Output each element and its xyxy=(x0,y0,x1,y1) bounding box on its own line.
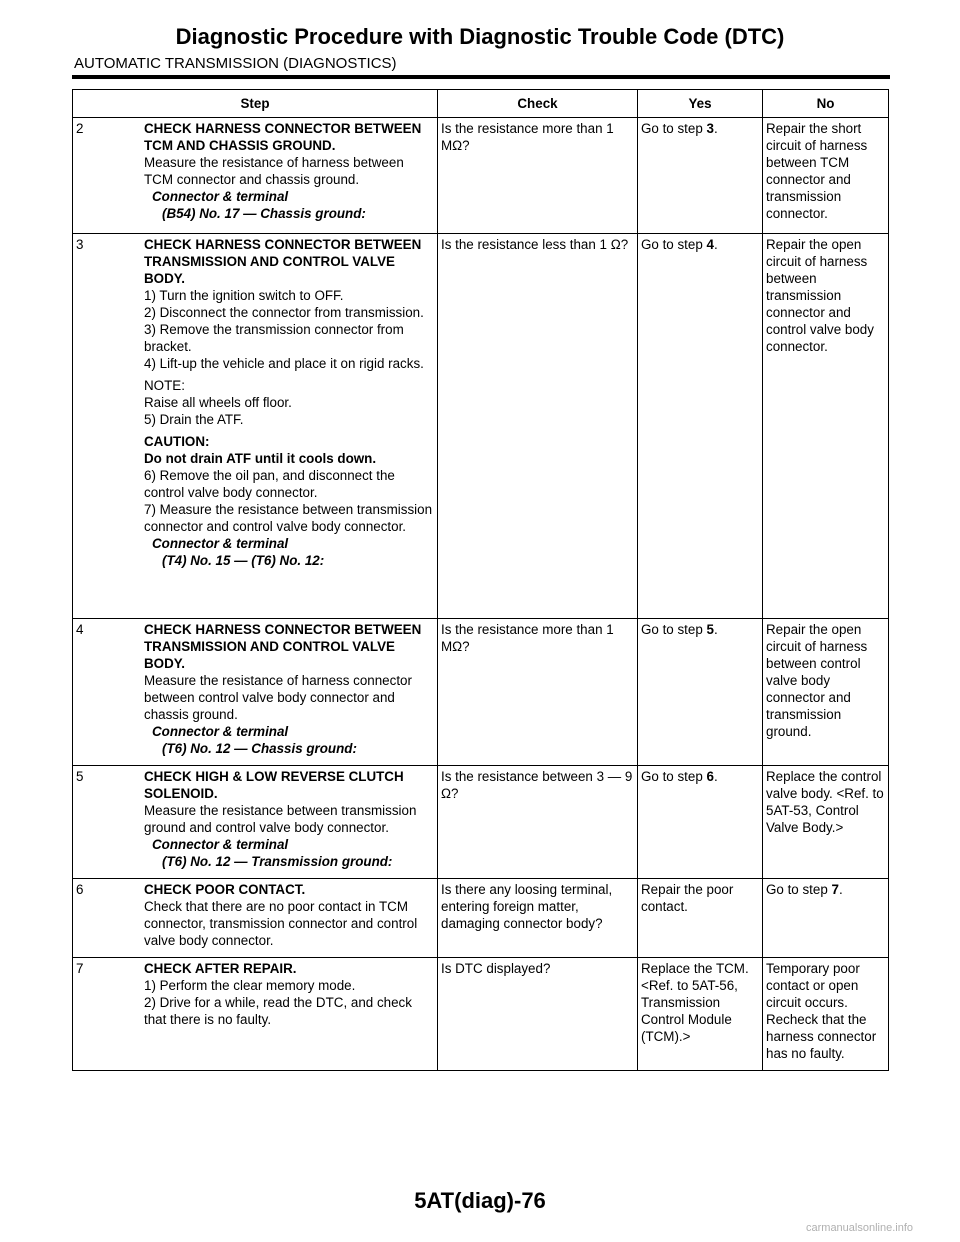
step-instruction: 2) Disconnect the connector from transmission. xyxy=(144,305,424,320)
connector-terminal-value: (T4) No. 15 — (T6) No. 12: xyxy=(162,553,325,568)
caution-label: CAUTION: xyxy=(144,434,210,449)
table-row xyxy=(73,766,889,879)
table-row xyxy=(73,234,889,619)
no-cell xyxy=(763,879,889,958)
yes-text: Go to step xyxy=(641,769,707,784)
note-text: Raise all wheels off floor. xyxy=(144,395,292,410)
step-cell xyxy=(73,958,438,1071)
step-instruction: Check that there are no poor contact in TCM connector, transmission connector and control valve body connector. xyxy=(144,899,418,948)
connector-terminal-label: Connector & terminal xyxy=(152,724,289,739)
step-instruction: 4) Lift-up the vehicle and place it on rigid racks. xyxy=(144,356,424,371)
connector-terminal-value: (T6) No. 12 — Chassis ground: xyxy=(162,741,357,756)
yes-step-ref: 5 xyxy=(706,622,714,637)
no-step-ref: 7 xyxy=(831,882,839,897)
title-rule xyxy=(72,75,890,79)
header-yes: Yes xyxy=(638,90,763,118)
connector-terminal-value: (B54) No. 17 — Chassis ground: xyxy=(162,206,366,221)
step-cell xyxy=(73,766,438,879)
no-text: Go to step xyxy=(766,882,832,897)
table-row xyxy=(73,879,889,958)
step-number: 5 xyxy=(76,769,84,784)
yes-text-end: . xyxy=(713,237,718,252)
yes-text-end: . xyxy=(713,769,718,784)
connector-terminal-label: Connector & terminal xyxy=(152,536,289,551)
caution-text: Do not drain ATF until it cools down. xyxy=(144,451,377,466)
step-cell xyxy=(73,619,438,766)
table-row xyxy=(73,619,889,766)
section-subtitle: AUTOMATIC TRANSMISSION (DIAGNOSTICS) xyxy=(74,55,397,72)
step-instruction: Measure the resistance of harness between TCM connector and chassis ground. xyxy=(144,155,404,187)
step-number: 2 xyxy=(76,121,84,136)
check-cell: Is the resistance less than 1 Ω? xyxy=(438,234,638,619)
step-instruction: 5) Drain the ATF. xyxy=(144,412,244,427)
yes-step-ref: 4 xyxy=(706,237,714,252)
no-cell: Repair the open circuit of harness between control valve body connector and transmission ground. xyxy=(763,619,889,766)
step-instruction: Measure the resistance between transmission ground and control valve body connector. xyxy=(144,803,417,835)
no-text-end: . xyxy=(838,882,843,897)
no-cell: Repair the open circuit of harness between transmission connector and control valve body connector. xyxy=(763,234,889,619)
yes-step-ref: 3 xyxy=(706,121,714,136)
step-number: 4 xyxy=(76,622,84,637)
no-cell: Temporary poor contact or open circuit occurs. Recheck that the harness connector has no faulty. xyxy=(763,958,889,1071)
yes-cell xyxy=(638,766,763,879)
step-instruction: 1) Perform the clear memory mode. xyxy=(144,978,356,993)
yes-cell xyxy=(638,118,763,234)
header-check: Check xyxy=(438,90,638,118)
step-instruction: 7) Measure the resistance between transmission connector and control valve body connector. xyxy=(144,502,433,534)
no-cell: Replace the control valve body. <Ref. to 5AT-53, Control Valve Body.> xyxy=(763,766,889,879)
check-cell: Is the resistance between 3 — 9 Ω? xyxy=(438,766,638,879)
step-number: 7 xyxy=(76,961,84,976)
step-cell xyxy=(73,234,438,619)
header-step: Step xyxy=(73,90,438,118)
note-label: NOTE: xyxy=(144,378,185,393)
step-title: CHECK HARNESS CONNECTOR BETWEEN TCM AND CHASSIS GROUND. xyxy=(144,121,422,153)
step-title: CHECK AFTER REPAIR. xyxy=(144,961,297,976)
table-row xyxy=(73,118,889,234)
step-title: CHECK POOR CONTACT. xyxy=(144,882,306,897)
yes-cell xyxy=(638,234,763,619)
step-number: 3 xyxy=(76,237,84,252)
yes-text: Go to step xyxy=(641,237,707,252)
step-title: CHECK HARNESS CONNECTOR BETWEEN TRANSMISSION AND CONTROL VALVE BODY. xyxy=(144,237,422,286)
check-cell: Is the resistance more than 1 MΩ? xyxy=(438,118,638,234)
yes-text: Go to step xyxy=(641,121,707,136)
step-cell xyxy=(73,879,438,958)
connector-terminal-label: Connector & terminal xyxy=(152,189,289,204)
step-title: CHECK HIGH & LOW REVERSE CLUTCH SOLENOID. xyxy=(144,769,404,801)
connector-terminal-value: (T6) No. 12 — Transmission ground: xyxy=(162,854,393,869)
table-header-row xyxy=(73,90,889,118)
no-cell: Repair the short circuit of harness between TCM connector and transmission connector. xyxy=(763,118,889,234)
page-title: Diagnostic Procedure with Diagnostic Trouble Code (DTC) xyxy=(175,24,785,49)
step-title: CHECK HARNESS CONNECTOR BETWEEN TRANSMISSION AND CONTROL VALVE BODY. xyxy=(144,622,422,671)
step-number: 6 xyxy=(76,882,84,897)
connector-terminal-label: Connector & terminal xyxy=(152,837,289,852)
yes-step-ref: 6 xyxy=(706,769,714,784)
step-instruction: 2) Drive for a while, read the DTC, and check that there is no faulty. xyxy=(144,995,412,1027)
step-cell xyxy=(73,118,438,234)
yes-text: Go to step xyxy=(641,622,707,637)
yes-cell: Replace the TCM. <Ref. to 5AT-56, Transmission Control Module (TCM).> xyxy=(638,958,763,1071)
step-instruction: Measure the resistance of harness connector between control valve body connector and chassis ground. xyxy=(144,673,412,722)
yes-cell xyxy=(638,619,763,766)
page-number: 5AT(diag)-76 xyxy=(414,1188,546,1213)
watermark: carmanualsonline.info xyxy=(806,1222,914,1234)
header-no: No xyxy=(763,90,889,118)
check-cell: Is DTC displayed? xyxy=(438,958,638,1071)
step-instruction: 6) Remove the oil pan, and disconnect the control valve body connector. xyxy=(144,468,395,500)
yes-cell: Repair the poor contact. xyxy=(638,879,763,958)
check-cell: Is the resistance more than 1 MΩ? xyxy=(438,619,638,766)
yes-text-end: . xyxy=(713,622,718,637)
yes-text-end: . xyxy=(713,121,718,136)
check-cell: Is there any loosing terminal, entering foreign matter, damaging connector body? xyxy=(438,879,638,958)
step-instruction: 1) Turn the ignition switch to OFF. xyxy=(144,288,344,303)
table-row xyxy=(73,958,889,1071)
diagnostic-procedure-table xyxy=(72,89,889,1071)
step-instruction: 3) Remove the transmission connector from bracket. xyxy=(144,322,404,354)
